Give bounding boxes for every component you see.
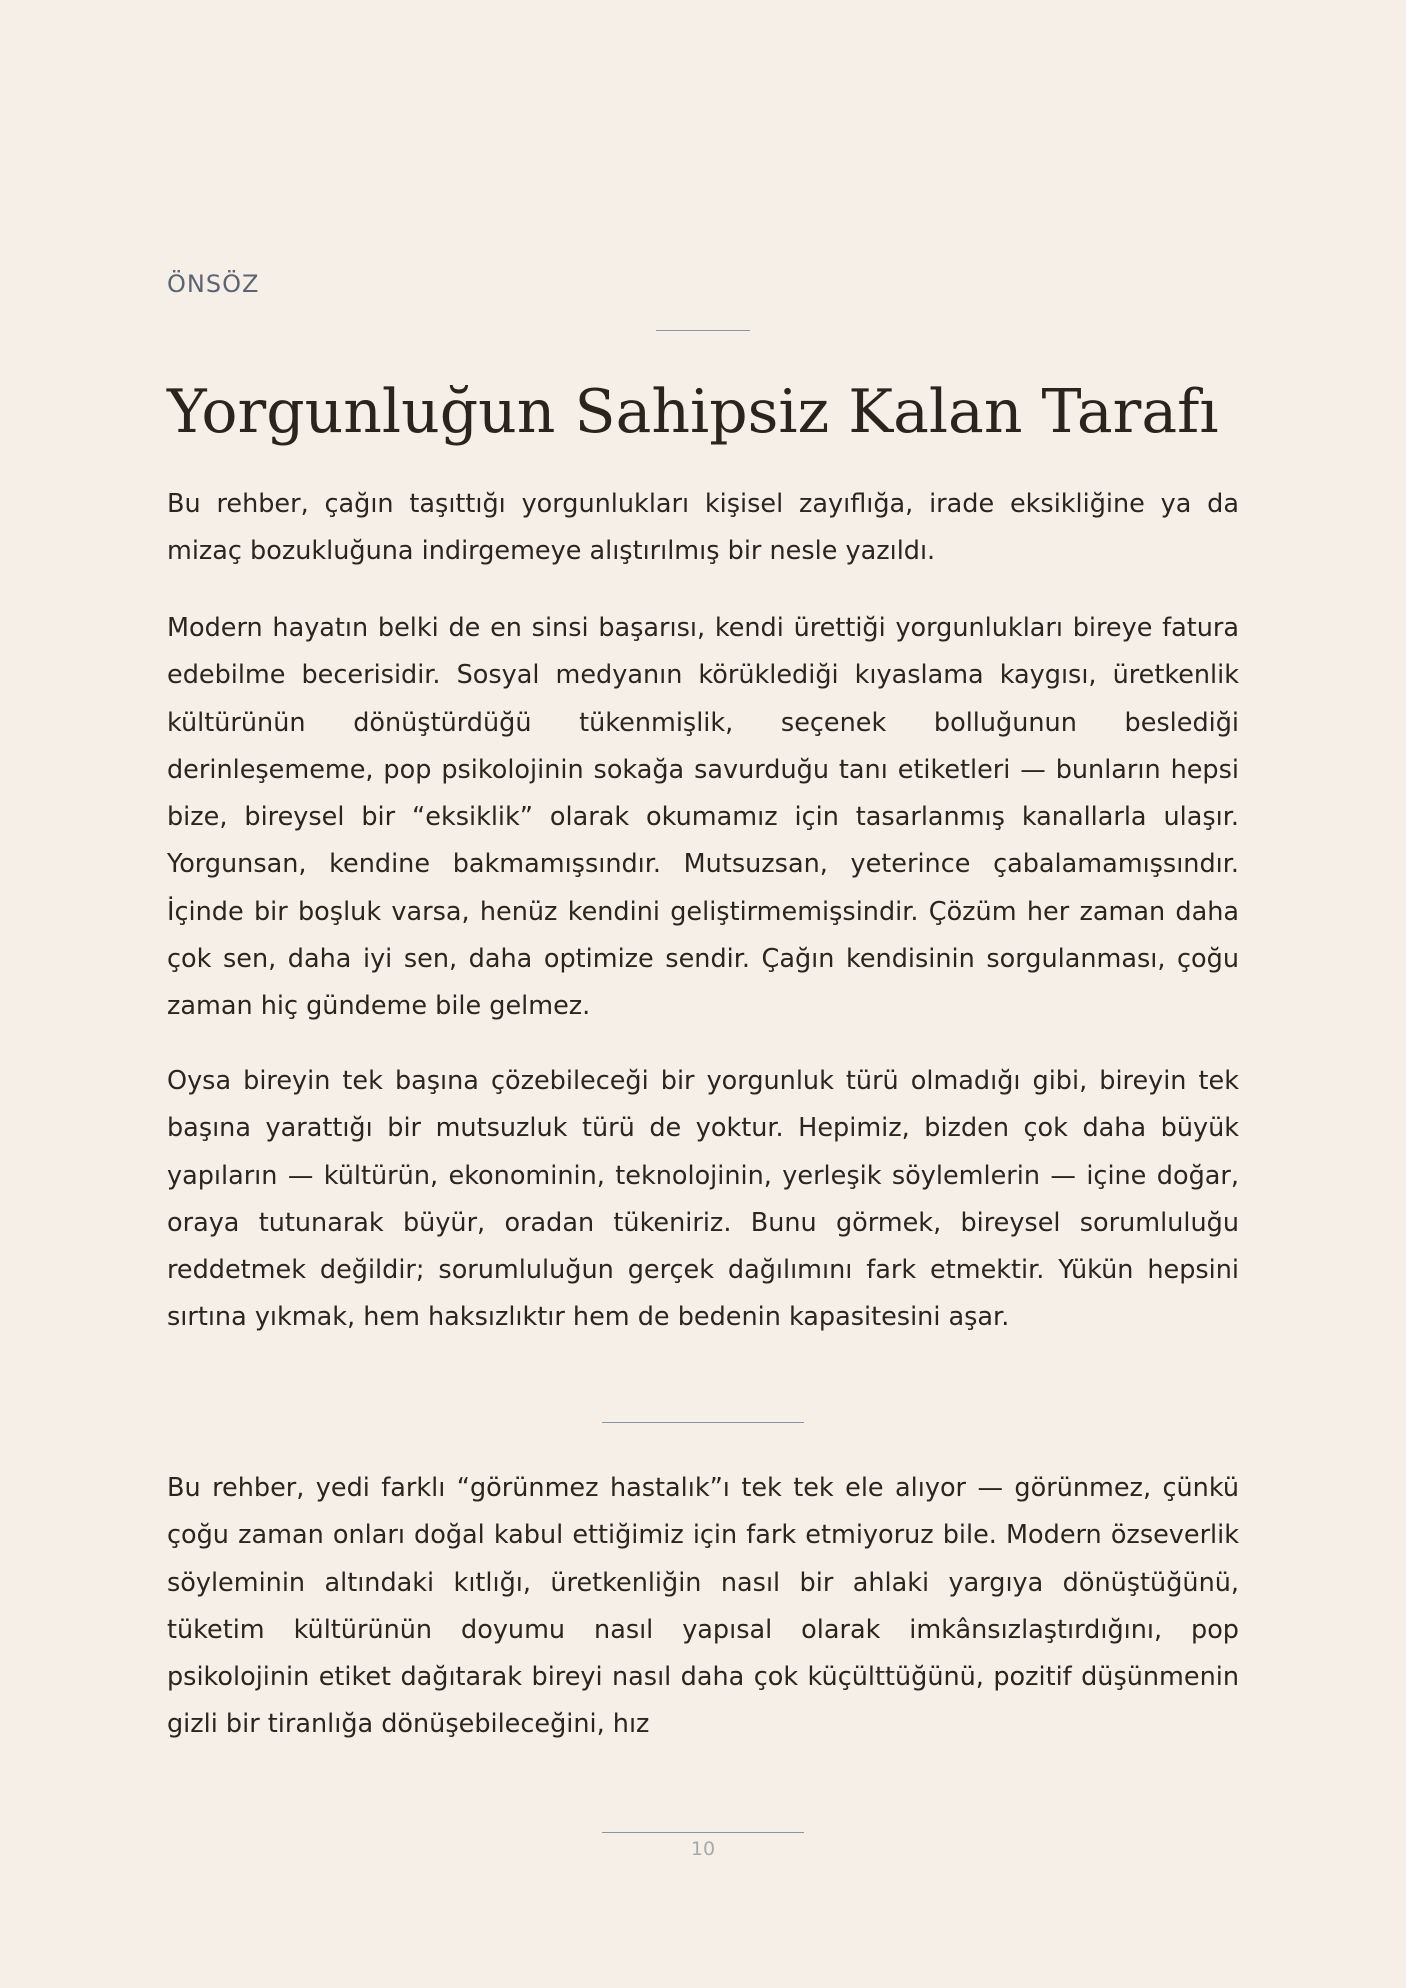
paragraph-3	[167, 1058, 1239, 1342]
section-label: ÖNSÖZ	[167, 270, 260, 298]
paragraph-2	[167, 605, 1239, 1031]
paragraph-text: Bu rehber, yedi farklı “görünmez hastalık”ı tek tek ele alıyor — görünmez, çünkü çoğu zaman onları doğal kabul ettiğimiz için fark etmiyoruz bile. Modern özseverlik söyleminin altındaki kıtlığı, üretkenliğin nasıl bir ahlaki yargıya dönüştüğünü, tüketim kültürünün doyumu nasıl yapısal olarak imkânsızlaştırdığını, pop psikolojinin etiket dağıtarak bireyi nasıl daha çok küçülttüğünü, pozitif düşünmenin gizli bir tiranlığa dönüşebileceğini, hız	[167, 1473, 1239, 1740]
paragraph-text: Modern hayatın belki de en sinsi başarısı, kendi ürettiği yorgunlukları bireye fatura edebilme becerisidir. Sosyal medyanın körüklediği kıyaslama kaygısı, üretkenlik kültürünün dönüştürdüğü tükenmişlik, seçenek bolluğunun beslediği derinleşememe, pop psikolojinin sokağa savurduğu tanı etiketleri — bunların hepsi bize, bireysel bir “eksiklik” olarak okumamız için tasarlanmış kanallarla ulaşır. Yorgunsan, kendine bakmamışsındır. Mutsuzsan, yeterince çabalamamışsındır. İçinde bir boşluk varsa, henüz kendini geliştirmemişsindir. Çözüm her zaman daha çok sen, daha iyi sen, daha optimize sendir. Çağın kendisinin sorgulanması, çoğu zaman hiç gündeme bile gelmez.	[167, 613, 1239, 1022]
paragraph-text: Bu rehber, çağın taşıttığı yorgunlukları kişisel zayıflığa, irade eksikliğine ya da mizaç bozukluğuna indirgemeye alıştırılmış bir nesle yazıldı.	[167, 489, 1239, 567]
page-number: 10	[690, 1838, 716, 1860]
paragraph-text: Oysa bireyin tek başına çözebileceği bir yorgunluk türü olmadığı gibi, bireyin tek başına yarattığı bir mutsuzluk türü de yoktur. Hepimiz, bizden çok daha büyük yapıların — kültürün, ekonominin, teknolojinin, yerleşik söylemlerin — içine doğar, oraya tutunarak büyür, oradan tükeniriz. Bunu görmek, bireysel sorumluluğu reddetmek değildir; sorumluluğun gerçek dağılımını fark etmektir. Yükün hepsini sırtına yıkmak, hem haksızlıktır hem de bedenin kapasitesini aşar.	[167, 1066, 1239, 1333]
chapter-title: Yorgunluğun Sahipsiz Kalan Tarafı	[167, 377, 1219, 447]
paragraph-1	[167, 481, 1239, 576]
paragraph-4	[167, 1465, 1239, 1749]
header-divider	[656, 330, 750, 331]
section-divider	[602, 1422, 804, 1423]
footer-divider	[602, 1832, 804, 1833]
